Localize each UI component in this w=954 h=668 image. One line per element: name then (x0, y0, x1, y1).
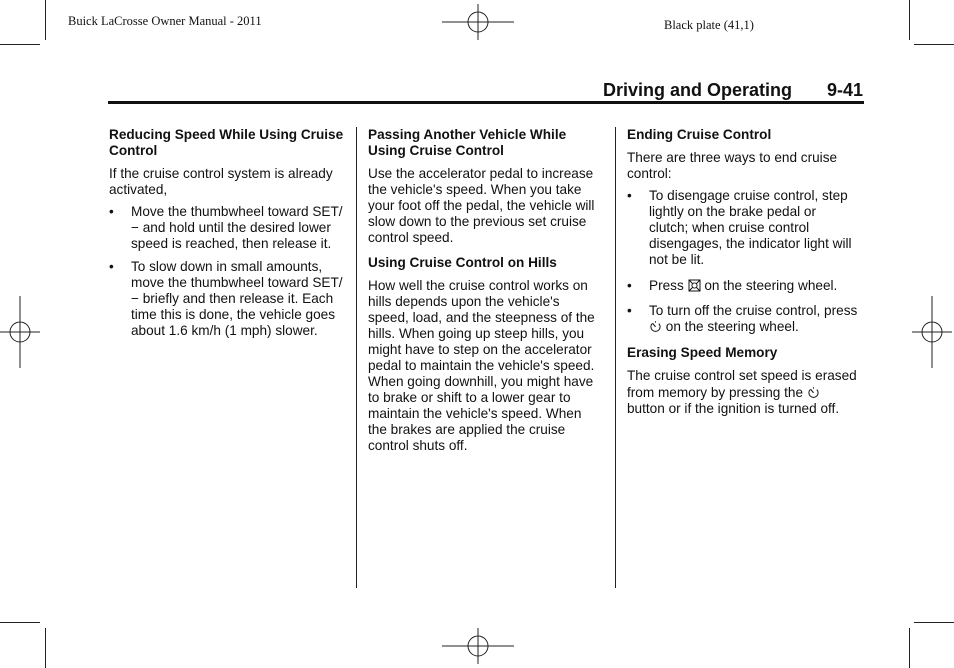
section-title: Driving and Operating (603, 80, 793, 100)
column-divider-2 (615, 127, 616, 588)
registration-mark-left (0, 296, 40, 368)
list-item-text: To disengage cruise control, step lightly on the brake pedal or clutch; when cruise control disengages, the indicator light will not be lit. (649, 188, 852, 267)
heading-passing-vehicle: Passing Another Vehicle While Using Cruise Control (368, 127, 567, 158)
heading-reducing-speed: Reducing Speed While Using Cruise Control (109, 127, 344, 158)
heading-hills: Using Cruise Control on Hills (368, 255, 557, 270)
registration-mark-right (912, 296, 952, 368)
plate-label: Black plate (41,1) (664, 18, 754, 32)
bullet-list (109, 204, 347, 339)
paragraph-intro: If the cruise control system is already activated, (109, 166, 333, 197)
cruise-on-off-icon (649, 320, 662, 333)
column-1 (109, 127, 347, 339)
cruise-cancel-icon (688, 279, 701, 292)
list-item-text: To slow down in small amounts, move the thumbwheel toward SET/− briefly and then release it. Each time this is done, the vehicle goes about 1.6 km/h (1 mph) slower. (131, 259, 343, 338)
column-divider-1 (356, 127, 357, 588)
list-item (109, 204, 347, 252)
list-item-text-post: on the steering wheel. (665, 319, 799, 334)
paragraph-hills: How well the cruise control works on hills depends upon the vehicle's speed, load, and the steepness of the hills. When going up steep hills, you might have to step on the accelerator pedal to maintain the vehicle's speed. When going downhill, you might have to brake or shift to a lower gear to maintain the vehicle's speed. When the brakes are applied the cruise control shuts off. (368, 278, 595, 453)
bullet-glyph: • (627, 278, 632, 293)
list-item (109, 259, 347, 339)
header-rule (108, 101, 864, 104)
registration-mark-top (442, 4, 514, 40)
paragraph-ending-intro: There are three ways to end cruise control: (627, 150, 838, 181)
paragraph-erasing-post: button or if the ignition is turned off. (627, 401, 840, 416)
list-item-text-pre: To turn off the cruise control, press (649, 303, 858, 318)
bullet-glyph: • (627, 188, 632, 203)
bullet-glyph: • (109, 204, 114, 219)
page-number: 9-41 (827, 80, 864, 100)
paragraph-erasing (627, 368, 859, 418)
paragraph-erasing-pre: The cruise control set speed is erased from memory by pressing the (627, 368, 857, 400)
cruise-on-off-icon (807, 386, 820, 399)
list-item-text-pre: Press (649, 278, 684, 293)
list-item (627, 303, 859, 335)
column-2 (368, 127, 600, 454)
heading-erasing-memory: Erasing Speed Memory (627, 345, 778, 360)
paragraph-passing: Use the accelerator pedal to increase the vehicle's speed. When you take your foot off the pedal, the vehicle will slow down to the previous set cruise control speed. (368, 166, 595, 245)
bullet-glyph: • (627, 303, 632, 318)
list-item (627, 188, 859, 268)
manual-title: Buick LaCrosse Owner Manual - 2011 (68, 14, 262, 28)
column-3 (627, 127, 859, 418)
bullet-glyph: • (109, 259, 114, 274)
list-item-text: Move the thumbwheel toward SET/− and hold until the desired lower speed is reached, then release it. (131, 204, 343, 251)
list-item (627, 278, 859, 294)
list-item-text-post: on the steering wheel. (704, 278, 838, 293)
registration-mark-bottom (442, 628, 514, 664)
heading-ending-cruise: Ending Cruise Control (627, 127, 772, 142)
bullet-list (627, 188, 859, 335)
